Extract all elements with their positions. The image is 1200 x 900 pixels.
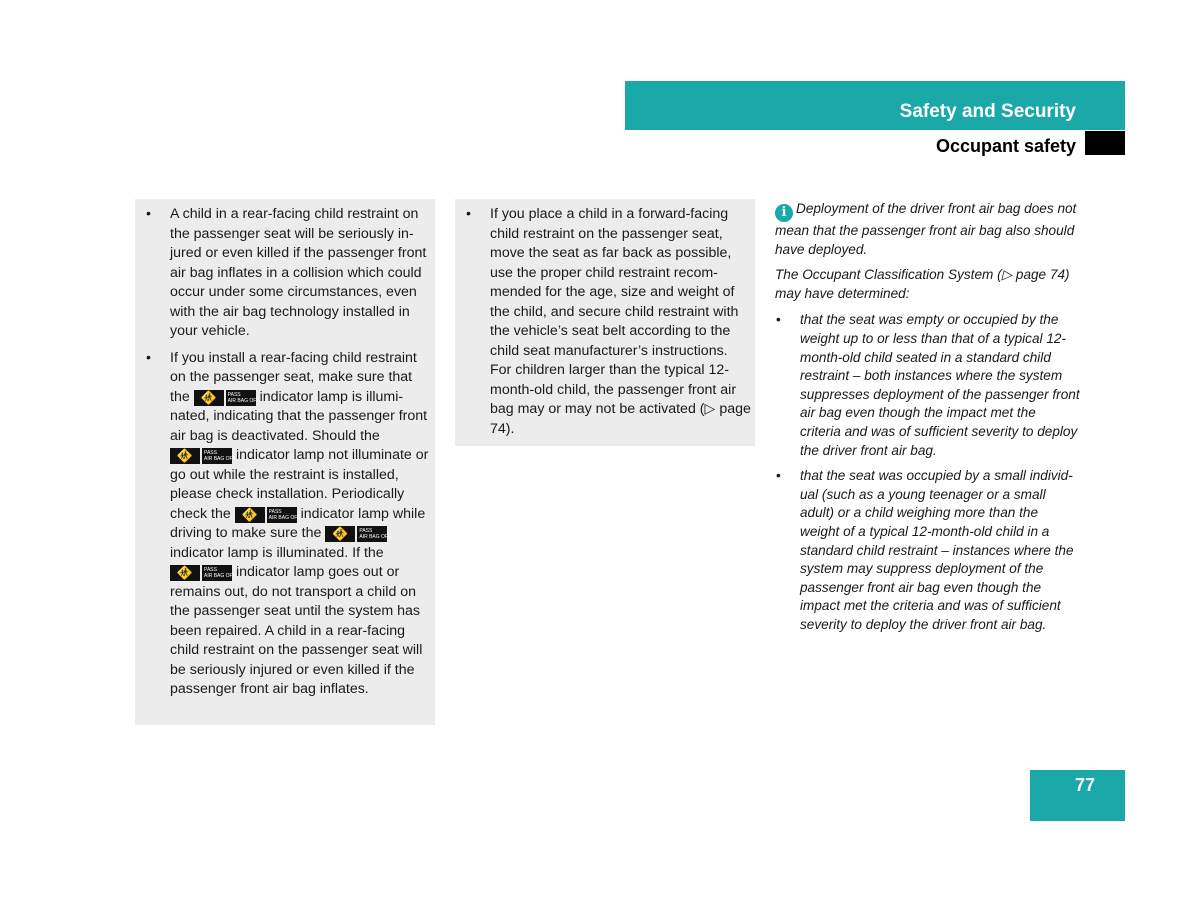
child-seat-symbol-icon: 🚸	[325, 526, 355, 542]
list-item	[145, 349, 431, 700]
bullet-icon: •	[776, 468, 781, 484]
text-segment: indicator lamp is illuminated. If the	[170, 544, 384, 561]
child-seat-symbol-icon: 🚸	[170, 448, 200, 464]
lamp-label-line1: PASS	[227, 391, 241, 398]
airbag-off-lamp-icon	[194, 389, 260, 406]
pass-airbag-off-label-icon	[202, 565, 236, 581]
text-segment: indicator lamp is illuminated, indicating that the passenger front air bag is deactivated. Should the	[170, 388, 428, 444]
lamp-label-line1: PASS	[268, 508, 282, 515]
airbag-off-lamp-icon	[170, 448, 236, 464]
bullet-icon: •	[146, 206, 151, 222]
list-item-text: that the seat was occupied by a small individual (such as a young teenager or a small adult) or a child weighing more than the weight of a typical 12-month-old child in a standard child restraint – instances where the system may suppress deployment of the passenger front air bag even though the impact met the criteria and was of sufficient severity to deploy the driver front air bag.	[800, 468, 1074, 632]
info-note	[775, 200, 1080, 259]
airbag-off-lamp-icon	[170, 565, 236, 581]
text-segment: indicator lamp not illuminate or go out while the restraint is installed, please check installation. Periodically check the	[170, 447, 429, 522]
warning-list	[145, 205, 431, 707]
subsection-title: Occupant safety	[935, 136, 1076, 156]
warning-list	[465, 205, 751, 446]
lamp-label-line1: PASS	[204, 450, 217, 456]
pass-airbag-off-label-icon	[226, 390, 260, 406]
text-segment: indicator lamp goes out or remains out, do not transport a child on the passenger seat until the system has been repaired. A child in a rear-facing child restraint on the passenger seat will be seriously injured or even killed if the passenger front air bag inflates.	[170, 564, 423, 697]
lamp-label-line2: AIR BAG OFF	[227, 397, 260, 404]
lamp-label-line2: AIR BAG OFF	[204, 573, 236, 579]
section-title: Safety and Security	[899, 101, 1076, 122]
info-column	[775, 200, 1080, 641]
list-item-text: A child in a rear-facing child restraint on the passenger seat will be seriously injured or even killed if the passenger front air bag inflates in a collision which could occur under some circumstances, even with the air bag technology installed in your vehicle.	[170, 206, 427, 339]
child-seat-symbol-icon: 🚸	[170, 565, 200, 581]
page-number: 77	[1074, 775, 1095, 795]
warning-box-forward-facing	[455, 199, 755, 446]
pass-airbag-off-label-icon	[267, 507, 301, 523]
airbag-off-lamp-icon	[235, 506, 301, 523]
list-item-text: If you place a child in a forward-facing child restraint on the passenger seat, move the seat as far back as possible, use the proper child restraint recommended for the age, size and weight of the child, and secure child restraint with the vehicle’s seat belt according to the child seat manufacturer’s instructions. For children larger than the typical 12-month-old child, the passenger front air bag may or may not be activated (▷ page 74).	[490, 206, 751, 437]
lamp-label-line2: AIR BAG OFF	[359, 534, 392, 540]
bullet-icon: •	[776, 312, 781, 328]
text-segment: indicator lamp while driving to make sure the	[170, 505, 426, 541]
info-note-text: Deployment of the driver front air bag does not mean that the passenger front air bag also should have deployed.	[775, 201, 1077, 257]
header-tab-marker	[1085, 131, 1125, 155]
bullet-icon: •	[146, 349, 151, 366]
list-item	[775, 311, 1080, 460]
text-segment: If you install a rear-facing child restraint on the passenger seat, make sure that the	[170, 349, 417, 405]
lamp-label-line1: PASS	[204, 567, 217, 573]
warning-box-rear-facing	[135, 199, 435, 725]
child-seat-symbol-icon: 🚸	[235, 507, 265, 523]
list-item	[775, 467, 1080, 634]
lamp-label-line1: PASS	[359, 528, 373, 534]
list-item	[465, 205, 751, 439]
child-seat-symbol-icon: 🚸	[194, 390, 224, 406]
lamp-label-line2: AIR BAG OFF	[204, 456, 236, 462]
determination-list	[775, 311, 1080, 634]
list-item-text: that the seat was empty or occupied by the weight up to or less than that of a typical 12-month-old child seated in a standard child restraint – both instances where the system suppresses deployment of the passenger front air bag even though the impact met the criteria and was of sufficient severity to deploy the driver front air bag.	[800, 312, 1080, 458]
airbag-off-lamp-icon	[325, 526, 392, 542]
info-icon: i	[775, 204, 793, 222]
bullet-icon: •	[466, 206, 471, 222]
pass-airbag-off-label-icon	[202, 448, 236, 464]
list-item	[145, 205, 431, 342]
intro-paragraph: The Occupant Classification System (▷ page 74) may have determined:	[775, 267, 1070, 301]
lamp-label-line2: AIR BAG OFF	[268, 514, 301, 521]
pass-airbag-off-label-icon	[357, 526, 392, 542]
